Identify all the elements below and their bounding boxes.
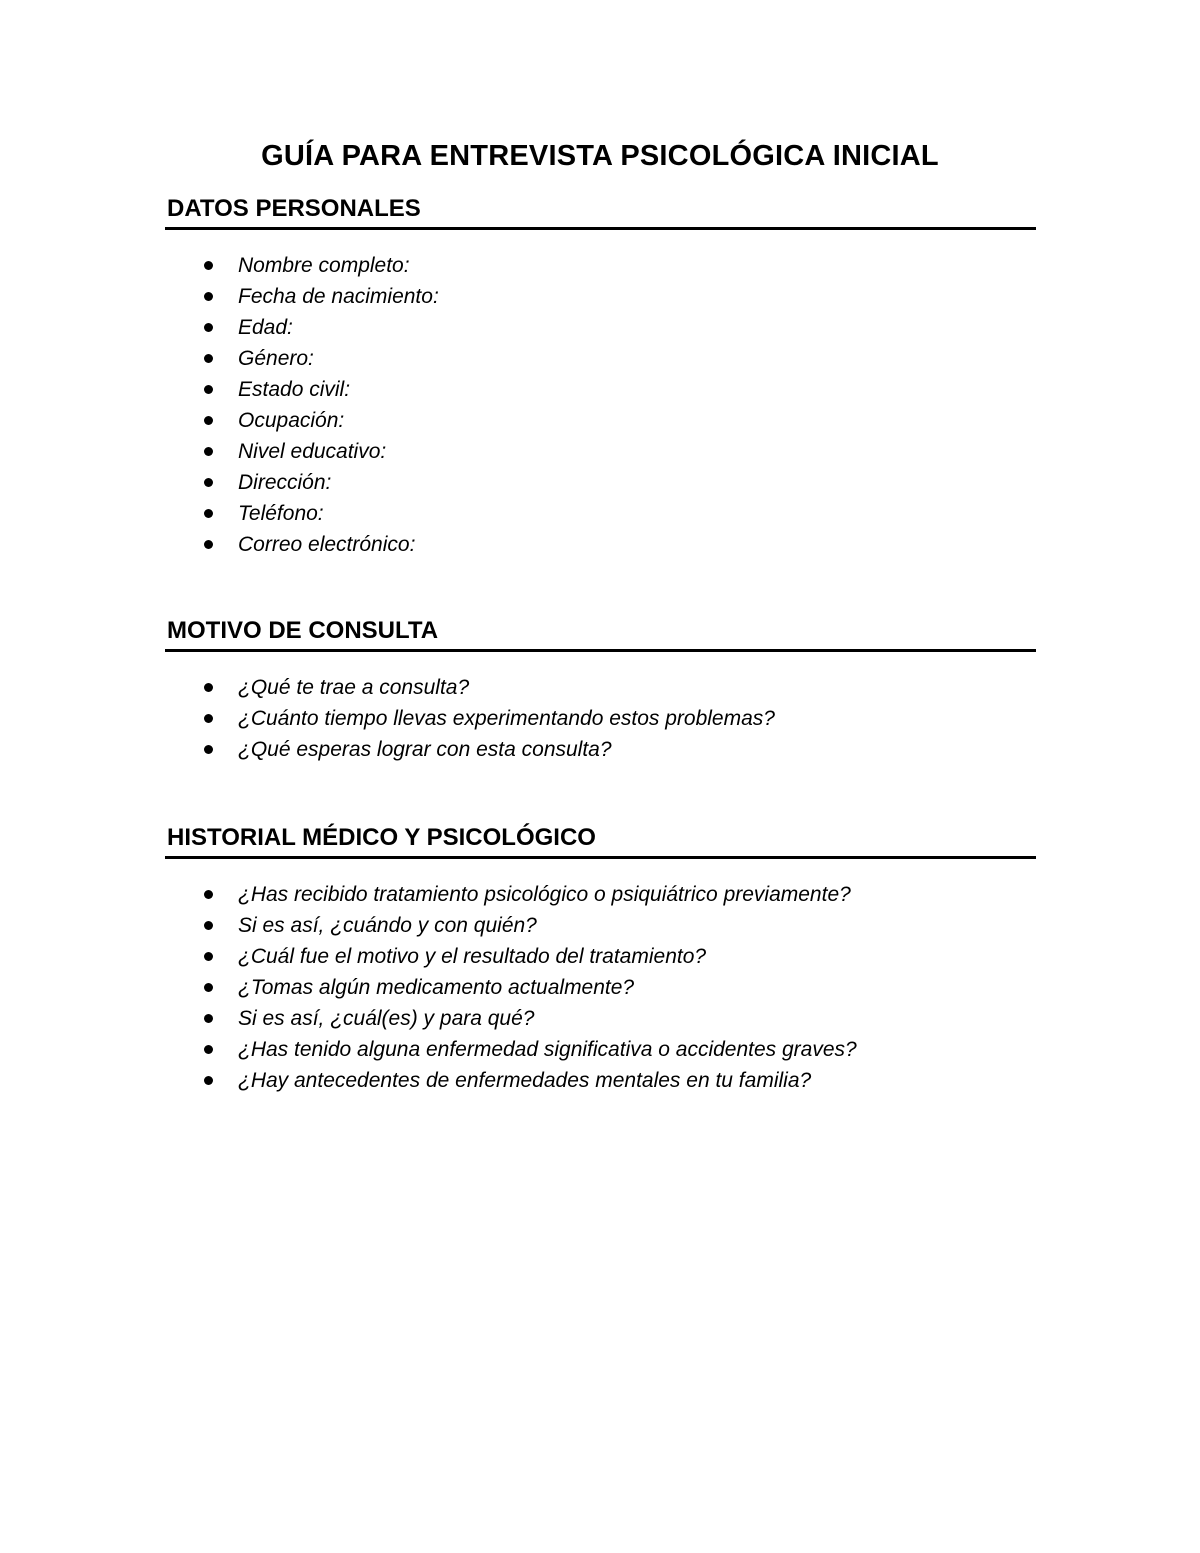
section-heading-datos-personales: DATOS PERSONALES [165, 194, 1036, 230]
list-item-text: Dirección: [238, 471, 332, 494]
list-item [165, 343, 1036, 374]
motivo-consulta-list [165, 672, 1036, 765]
bullet-icon [203, 405, 213, 436]
list-item-text: ¿Qué te trae a consulta? [238, 676, 470, 699]
bullet-icon [203, 703, 213, 734]
list-item-text: ¿Cuál fue el motivo y el resultado del tratamiento? [238, 945, 707, 968]
list-item-text: Teléfono: [238, 502, 324, 525]
bullet-icon [203, 734, 213, 765]
bullet-icon [203, 1003, 213, 1034]
bullet-icon [203, 343, 213, 374]
section-datos-personales [165, 194, 1036, 560]
section-motivo-consulta [165, 616, 1036, 765]
list-item-text: Nivel educativo: [238, 440, 387, 463]
document-title: GUÍA PARA ENTREVISTA PSICOLÓGICA INICIAL [261, 140, 939, 172]
list-item [165, 941, 1036, 972]
list-item [165, 529, 1036, 560]
bullet-icon [203, 250, 213, 281]
bullet-icon [203, 879, 213, 910]
bullet-icon [203, 972, 213, 1003]
list-item-text: Ocupación: [238, 409, 345, 432]
bullet-icon [203, 910, 213, 941]
list-item-text: Si es así, ¿cuándo y con quién? [238, 914, 537, 937]
list-item [165, 1065, 1036, 1096]
historial-list [165, 879, 1036, 1096]
list-item [165, 672, 1036, 703]
list-item [165, 281, 1036, 312]
bullet-icon [203, 1065, 213, 1096]
bullet-icon [203, 1034, 213, 1065]
list-item-text: ¿Has tenido alguna enfermedad significativa o accidentes graves? [238, 1038, 857, 1061]
list-item-text: Género: [238, 347, 314, 370]
bullet-icon [203, 281, 213, 312]
bullet-icon [203, 467, 213, 498]
list-item-text: ¿Tomas algún medicamento actualmente? [238, 976, 635, 999]
bullet-icon [203, 436, 213, 467]
list-item-text: ¿Hay antecedentes de enfermedades mentales en tu familia? [238, 1069, 812, 1092]
list-item [165, 467, 1036, 498]
bullet-icon [203, 529, 213, 560]
list-item-text: Estado civil: [238, 378, 351, 401]
list-item [165, 734, 1036, 765]
list-item-text: ¿Qué esperas lograr con esta consulta? [238, 738, 612, 761]
list-item [165, 1003, 1036, 1034]
bullet-icon [203, 941, 213, 972]
section-heading-historial: HISTORIAL MÉDICO Y PSICOLÓGICO [165, 823, 1036, 859]
list-item [165, 703, 1036, 734]
list-item [165, 972, 1036, 1003]
list-item [165, 250, 1036, 281]
bullet-icon [203, 374, 213, 405]
list-item [165, 374, 1036, 405]
bullet-icon [203, 312, 213, 343]
list-item [165, 910, 1036, 941]
bullet-icon [203, 498, 213, 529]
list-item-text: Correo electrónico: [238, 533, 416, 556]
list-item-text: Si es así, ¿cuál(es) y para qué? [238, 1007, 535, 1030]
bullet-icon [203, 672, 213, 703]
list-item [165, 405, 1036, 436]
section-historial [165, 823, 1036, 1096]
section-heading-motivo-consulta: MOTIVO DE CONSULTA [165, 616, 1036, 652]
list-item-text: Fecha de nacimiento: [238, 285, 439, 308]
list-item [165, 1034, 1036, 1065]
list-item-text: ¿Cuánto tiempo llevas experimentando estos problemas? [238, 707, 775, 730]
datos-personales-list [165, 250, 1036, 560]
list-item-text: Edad: [238, 316, 293, 339]
list-item [165, 879, 1036, 910]
list-item-text: ¿Has recibido tratamiento psicológico o psiquiátrico previamente? [238, 883, 851, 906]
list-item [165, 312, 1036, 343]
list-item [165, 436, 1036, 467]
list-item [165, 498, 1036, 529]
list-item-text: Nombre completo: [238, 254, 410, 277]
